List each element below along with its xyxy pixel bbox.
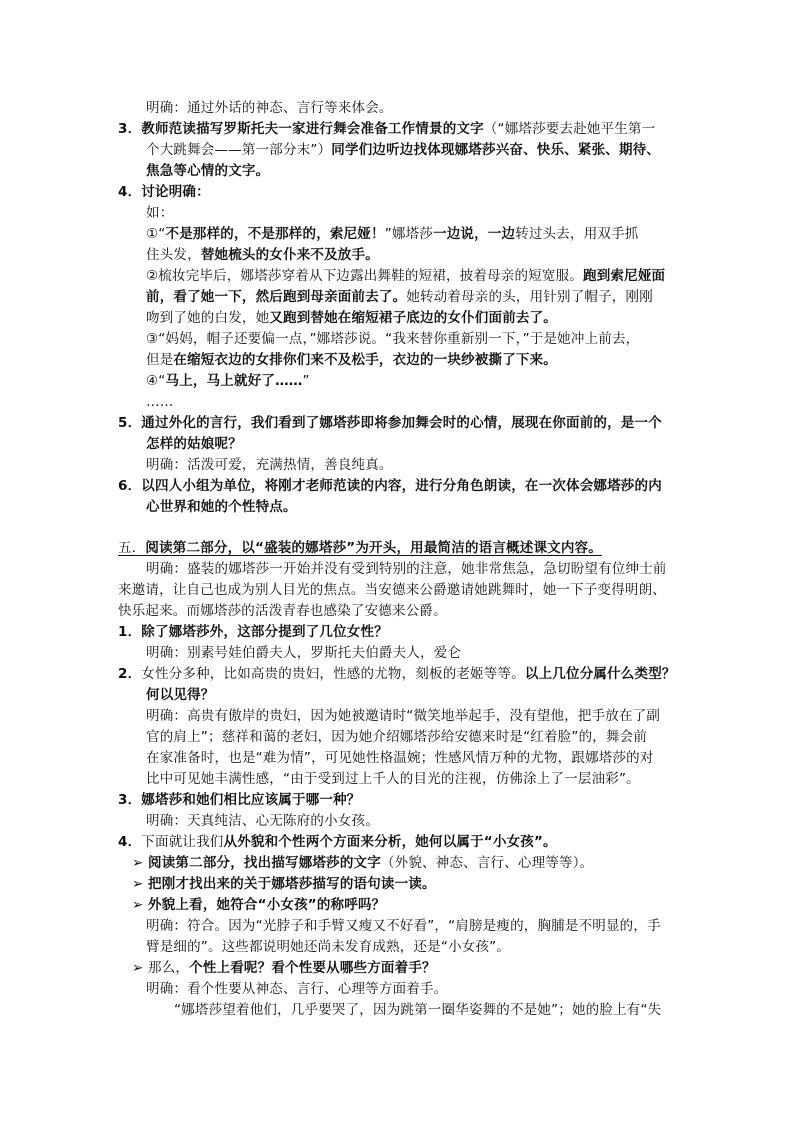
- text-segment: 吻到了她的白发，她: [146, 310, 270, 326]
- text-segment: 把刚才找出来的关于娜塔莎描写的语句读一读。: [148, 876, 436, 892]
- list-item-1: [118, 622, 388, 642]
- text-segment: 以四人小组为单位，将刚才老师范读的内容，进行分角色朗读，在一次体会娜塔莎的内: [141, 478, 662, 494]
- text-segment: 教师范读描写罗斯托夫一家进行舞会准备工作情景的文字: [141, 121, 484, 137]
- text-segment: 明确：活泼可爱，充满热情，善良纯真。: [146, 457, 393, 473]
- text-segment: 以上几位分属什么类型？: [524, 666, 676, 682]
- text-segment: 何以见得？: [146, 687, 215, 703]
- text-line: [146, 434, 242, 454]
- text-segment: 跑到索尼娅面: [583, 268, 666, 284]
- text-segment: ➢: [132, 960, 149, 976]
- text-segment: 女性分多种，比如高贵的贵妇，性感的尤物，刻板的老姬等等。: [141, 666, 525, 682]
- text-segment: 快乐起来。而娜塔莎的活泼青春也感染了安德来公爵。: [118, 603, 447, 619]
- text-line: [146, 811, 379, 831]
- text-segment: 明确：高贵有傲岸的贵妇，因为她被邀请时“微笑地举起手，没有望他，把手放在了副: [146, 708, 661, 724]
- text-segment: 个大跳舞会——第一部分末”）: [146, 142, 332, 158]
- text-segment: 转过头去，用双手抓: [515, 226, 639, 242]
- text-segment: 6．: [118, 478, 142, 494]
- text-segment: ③“妈妈，帽子还要偏一点，”娜塔莎说。“我来替你重新别一下，”于是她冲上前去，: [146, 331, 640, 347]
- section-heading-5: [118, 538, 602, 558]
- text-segment: （“娜塔莎要去赴她平生第一: [483, 121, 656, 137]
- bullet-item: [132, 874, 436, 894]
- text-segment: 4．: [118, 834, 142, 850]
- text-line: [146, 685, 215, 705]
- text-segment: 讨论明确：: [141, 184, 210, 200]
- text-line: [146, 245, 379, 265]
- text-segment: 怎样的姑娘呢？: [146, 436, 242, 452]
- text-segment: 她转动着母亲的头，用针别了帽子，刚刚: [406, 289, 653, 305]
- text-segment: 那么，: [148, 960, 190, 976]
- text-segment: 2．: [118, 666, 142, 682]
- text-segment: ②梳妆完毕后，娜塔莎穿着从下边露出舞鞋的短裙，披着母亲的短宽服。: [146, 268, 584, 284]
- text-line: [146, 497, 297, 517]
- text-line: [146, 287, 653, 307]
- text-line: [146, 916, 661, 936]
- list-item-5: [118, 413, 662, 433]
- text-segment: 来邀请，让自己也成为别人目光的焦点。当安德来公爵邀请她跳舞时，她一下子变得明朗、: [118, 582, 666, 598]
- text-segment: 5．: [118, 415, 142, 431]
- text-segment: 同学们边听边找体现娜塔莎兴奋、快乐、紧张、期待、: [331, 142, 661, 158]
- text-segment: ➢: [132, 897, 149, 913]
- text-segment: ……: [146, 394, 174, 410]
- text-line: [118, 601, 447, 621]
- text-segment: ④“: [146, 373, 166, 389]
- list-item-2: [118, 664, 676, 684]
- text-segment: 一边说，一边: [433, 226, 516, 242]
- text-line: [146, 350, 557, 370]
- text-segment: 明确：符合。因为“光脖子和手臂又瘦又不好看”，“肩膀是瘦的，胸脯是不明显的，手: [146, 918, 661, 934]
- text-segment: ”娜塔莎: [384, 226, 433, 242]
- text-segment: 阅读第二部分，以“盛装的娜塔莎”为开头，用最简洁的语言概述课文内容。: [145, 540, 602, 556]
- text-segment: 在家准备时，也是“难为情”，可见她性格温婉；性感风情万种的尤物，跟娜塔莎的对: [146, 750, 654, 766]
- example-3: [146, 329, 639, 349]
- example-1: [146, 224, 639, 244]
- text-segment: 下面就让我们: [141, 834, 224, 850]
- text-segment: ①“: [146, 226, 166, 242]
- text-segment: 焦急等心情的文字。: [146, 163, 270, 179]
- list-item-6: [118, 476, 662, 496]
- text-segment: 明确：盛装的娜塔莎一开始并没有受到特别的注意，她非常焦急，急切盼望有位绅士前: [146, 561, 667, 577]
- list-item-3: [118, 119, 655, 139]
- text-segment: 从外貌和个性两个方面来分析，她何以属于“小女孩”。: [223, 834, 557, 850]
- ellipsis-line: [146, 392, 173, 412]
- text-line: [146, 455, 393, 475]
- text-segment: 娜塔莎和她们相比应该属于哪一种？: [141, 792, 361, 808]
- text-segment: （外貌、神态、言行、心理等等）。: [380, 855, 594, 871]
- list-item-4: [118, 182, 210, 202]
- text-segment: 但是: [146, 352, 174, 368]
- bullet-item: [132, 853, 593, 873]
- text-segment: 外貌上看，她符合“小女孩”的称呼吗？: [148, 897, 386, 913]
- list-item-3b: [118, 790, 361, 810]
- text-segment: 除了娜塔莎外，这部分提到了几位女性？: [141, 624, 388, 640]
- text-segment: 臂是细的”。这些都说明她还尚未发育成熟，还是“小女孩”。: [146, 939, 511, 955]
- text-segment: 明确：通过外话的神态、言行等来体会。: [146, 100, 393, 116]
- text-line: [146, 98, 393, 118]
- text-line: [146, 706, 660, 726]
- text-line: [146, 203, 173, 223]
- text-segment: 4．: [118, 184, 142, 200]
- text-line: [146, 769, 640, 789]
- example-2: [146, 266, 665, 286]
- example-4: [146, 371, 310, 391]
- text-segment: “娜塔莎望着他们，几乎要哭了，因为跳第一圈华姿舞的不是她”；她的脸上有“失: [174, 1002, 662, 1018]
- text-segment: 马上，马上就好了……: [165, 373, 303, 389]
- text-segment: 通过外化的言行，我们看到了娜塔莎即将参加舞会时的心情，展现在你面前的，是一个: [141, 415, 662, 431]
- text-segment: ”: [302, 373, 310, 389]
- text-segment: ➢: [132, 855, 149, 871]
- text-segment: 住头发，: [146, 247, 201, 263]
- text-segment: 又跑到替她在缩短裙子底边的女仆们面前去了。: [269, 310, 558, 326]
- text-segment: 比中可见她丰满性感，“由于受到过上千人的目光的注视，仿佛涂上了一层油彩”。: [146, 771, 640, 787]
- text-segment: 明确：看个性要从神态、言行、心理等方面着手。: [146, 981, 448, 997]
- text-segment: 官的肩上”；慈祥和蔼的老妇，因为她介绍娜塔莎给安德来时是“红着脸”的，舞会前: [146, 729, 648, 745]
- text-segment: ➢: [132, 876, 149, 892]
- text-line: [146, 748, 654, 768]
- list-item-4b: [118, 832, 557, 852]
- text-segment: 3．: [118, 792, 142, 808]
- text-line: [146, 979, 447, 999]
- text-line: [174, 1000, 661, 1020]
- text-segment: 前，看了她一下，然后跑到母亲面前去了。: [146, 289, 407, 305]
- text-segment: 在缩短衣边的女排你们来不及松手，衣边的一块纱被撕了下来。: [173, 352, 558, 368]
- text-line: [118, 580, 666, 600]
- text-line: [146, 161, 269, 181]
- text-segment: 五．: [118, 540, 146, 556]
- text-segment: 如：: [146, 205, 174, 221]
- text-line: [146, 937, 510, 957]
- text-segment: 明确：别素号娃伯爵夫人，罗斯托夫伯爵夫人，爱仑: [146, 645, 462, 661]
- text-line: [146, 727, 647, 747]
- text-line: [146, 559, 667, 579]
- text-segment: 阅读第二部分，找出描写娜塔莎的文字: [148, 855, 381, 871]
- text-line: [146, 308, 557, 328]
- bullet-item: [132, 895, 385, 915]
- text-line: [146, 140, 660, 160]
- text-segment: 明确：天真纯洁、心无陈府的小女孩。: [146, 813, 379, 829]
- text-segment: 个性上看呢？看个性要从哪些方面着手？: [189, 960, 436, 976]
- text-line: [146, 643, 461, 663]
- text-segment: 心世界和她的个性特点。: [146, 499, 297, 515]
- text-segment: 不是那样的，不是那样的，索尼娅！: [165, 226, 385, 242]
- text-segment: 替她梳头的女仆来不及放手。: [200, 247, 379, 263]
- text-segment: 1．: [118, 624, 142, 640]
- text-segment: 3．: [118, 121, 142, 137]
- bullet-item: [132, 958, 436, 978]
